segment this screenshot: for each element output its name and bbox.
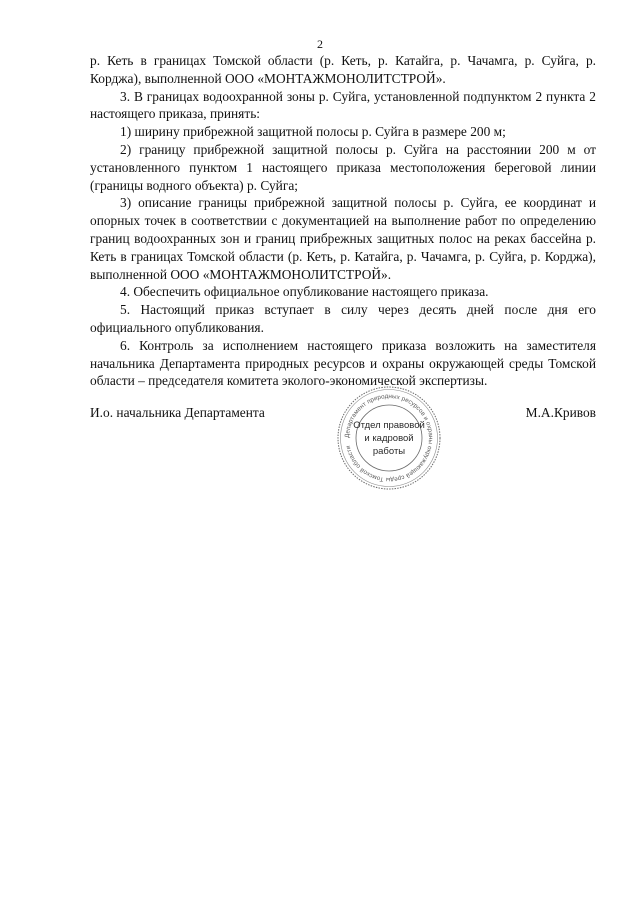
official-stamp	[336, 385, 442, 491]
paragraph-item-6: 6. Контроль за исполнением настоящего приказа возложить на заместителя начальника Департамента природных ресурсов и охраны окружающей среды Томской области – председателя комитета эколого-экономической экспертизы.	[90, 337, 596, 389]
signer-name: М.А.Кривов	[525, 405, 596, 420]
stamp-line-3: работы	[372, 445, 406, 457]
paragraph-subitem-1: 1) ширину прибрежной защитной полосы р. Суйга в размере 200 м;	[120, 124, 506, 140]
paragraph-item-3: 3. В границах водоохранной зоны р. Суйга, установленной подпунктом 2 пункта 2 настоящего приказа, принять:	[90, 88, 596, 122]
document-body	[90, 52, 596, 390]
stamp-ring-text: Департамент природных ресурсов и охраны окружающей среды Томской области	[343, 392, 435, 484]
stamp-line-2: и кадровой	[364, 432, 414, 444]
paragraph-item-4: 4. Обеспечить официальное опубликование настоящего приказа.	[120, 284, 489, 300]
signature-block	[90, 392, 596, 485]
paragraph-subitem-2: 2) границу прибрежной защитной полосы р. Суйга на расстоянии 200 м от установленного пунктом 1 настоящего приказа местоположения береговой линии (границы водного объекта) р. Суйга;	[90, 141, 596, 193]
paragraph-continuation: р. Кеть в границах Томской области (р. Кеть, р. Катайга, р. Чачамга, р. Суйга, р. Корджа), выполненной ООО «МОНТАЖМОНОЛИТСТРОЙ».	[90, 53, 596, 86]
stamp-inner-text	[336, 385, 442, 491]
page-number: 2	[317, 37, 323, 51]
paragraph-item-5: 5. Настоящий приказ вступает в силу через десять дней после дня его официального опубликования.	[90, 302, 596, 335]
stamp-line-1: Отдел правовой	[353, 419, 425, 431]
paragraph-subitem-3: 3) описание границы прибрежной защитной полосы р. Суйга, ее координат и опорных точек в соответствии с документацией на выполнение работ по определению границ водоохранных зон и границ прибрежных защитных полос на реках бассейна р. Кеть в границах Томской области (р. Кеть, р. Катайга, р. Чачамга, р. Суйга, р. Корджа), выполненной ООО «МОНТАЖМОНОЛИТСТРОЙ».	[90, 195, 596, 282]
signer-title: И.о. начальника Департамента	[90, 405, 265, 420]
